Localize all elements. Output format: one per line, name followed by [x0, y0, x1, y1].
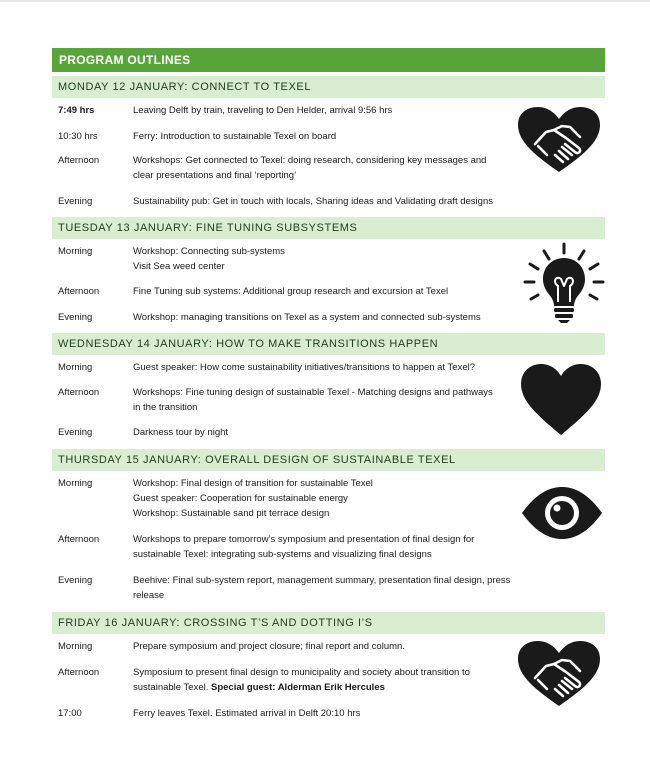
schedule-description: Workshops to prepare tomorrow’s symposium and presentation of final design for sustainable Texel: integrating sub-systems and visualizing final designs — [133, 534, 475, 560]
schedule-description: Ferry: Introduction to sustainable Texel on board — [133, 131, 337, 142]
day-heading: THURSDAY 15 JANUARY: OVERALL DESIGN OF SUSTAINABLE TEXEL — [52, 449, 605, 471]
schedule-description: Beehive: Final sub-system report, management summary, presentation final design, press release — [133, 575, 511, 601]
schedule-time: Evening — [58, 575, 93, 586]
schedule-time: Afternoon — [58, 387, 100, 398]
eye-icon — [519, 485, 605, 541]
day-heading: MONDAY 12 JANUARY: CONNECT TO TEXEL — [52, 76, 605, 98]
special-guest-text: Special guest: Alderman Erik Hercules — [211, 682, 385, 693]
handshake-heart-icon — [516, 106, 602, 174]
day-heading: FRIDAY 16 JANUARY: CROSSING T’S AND DOTTING I’S — [52, 612, 605, 634]
schedule-time: Morning — [58, 246, 93, 257]
schedule-time: Afternoon — [58, 534, 100, 545]
day-section-friday — [52, 612, 605, 721]
schedule-description: Workshop: managing transitions on Texel as a system and connected sub-systems — [133, 312, 481, 323]
schedule-time: Afternoon — [58, 286, 100, 297]
heart-icon — [519, 363, 603, 437]
day-heading: WEDNESDAY 14 JANUARY: HOW TO MAKE TRANSITIONS HAPPEN — [52, 333, 605, 355]
schedule-time: 7:49 hrs — [58, 105, 95, 116]
program-document — [52, 48, 605, 721]
schedule-description: Guest speaker: How come sustainability initiatives/transitions to happen at Texel? — [133, 362, 476, 373]
schedule-time: Afternoon — [58, 155, 100, 166]
handshake-heart-icon — [516, 640, 602, 708]
schedule-description: Prepare symposium and project closure; final report and column. — [133, 641, 405, 652]
schedule-row — [52, 194, 605, 209]
schedule-row — [52, 573, 605, 603]
top-border — [0, 0, 650, 2]
schedule-description: Sustainability pub: Get in touch with locals, Sharing ideas and Validating draft designs — [133, 196, 493, 207]
schedule-time: Evening — [58, 427, 93, 438]
schedule-description: Fine Tuning sub systems: Additional group research and excursion at Texel — [133, 286, 449, 297]
schedule-description: Leaving Delft by train, traveling to Den Helder, arrival 9:56 hrs — [133, 105, 393, 116]
schedule-description: Workshop: Connecting sub-systems Visit Sea weed center — [133, 246, 285, 272]
schedule-time: 10:30 hrs — [58, 131, 98, 142]
day-section-wednesday — [52, 333, 605, 440]
schedule-description: Workshops: Fine tuning design of sustainable Texel - Matching designs and pathways in the transition — [133, 387, 493, 413]
lightbulb-icon — [522, 242, 606, 324]
schedule-time: 17:00 — [58, 708, 82, 719]
schedule-description: Darkness tour by night — [133, 427, 229, 438]
schedule-row — [52, 706, 605, 721]
schedule-description: Workshops: Get connected to Texel: doing research, considering key messages and clear presentations and final ‘reporting’ — [133, 155, 487, 181]
day-section-thursday — [52, 449, 605, 603]
schedule-time: Afternoon — [58, 667, 100, 678]
schedule-description: Workshop: Final design of transition for sustainable Texel Guest speaker: Cooperation for sustainable energy Workshop: Sustainable sand pit terrace design — [133, 478, 373, 519]
schedule-time: Evening — [58, 196, 93, 207]
schedule-time: Morning — [58, 478, 93, 489]
day-heading: TUESDAY 13 JANUARY: FINE TUNING SUBSYSTEMS — [52, 217, 605, 239]
schedule-time: Morning — [58, 362, 93, 373]
day-section-monday — [52, 76, 605, 209]
schedule-description: Symposium to present final design to municipality and society about transition to sustainable Texel. Special guest: Alderman Erik Hercules — [133, 667, 470, 693]
schedule-description: Ferry leaves Texel. Estimated arrival in Delft 20:10 hrs — [133, 708, 361, 719]
schedule-time: Evening — [58, 312, 93, 323]
program-title: PROGRAM OUTLINES — [52, 48, 605, 72]
day-section-tuesday — [52, 217, 605, 325]
schedule-time: Morning — [58, 641, 93, 652]
